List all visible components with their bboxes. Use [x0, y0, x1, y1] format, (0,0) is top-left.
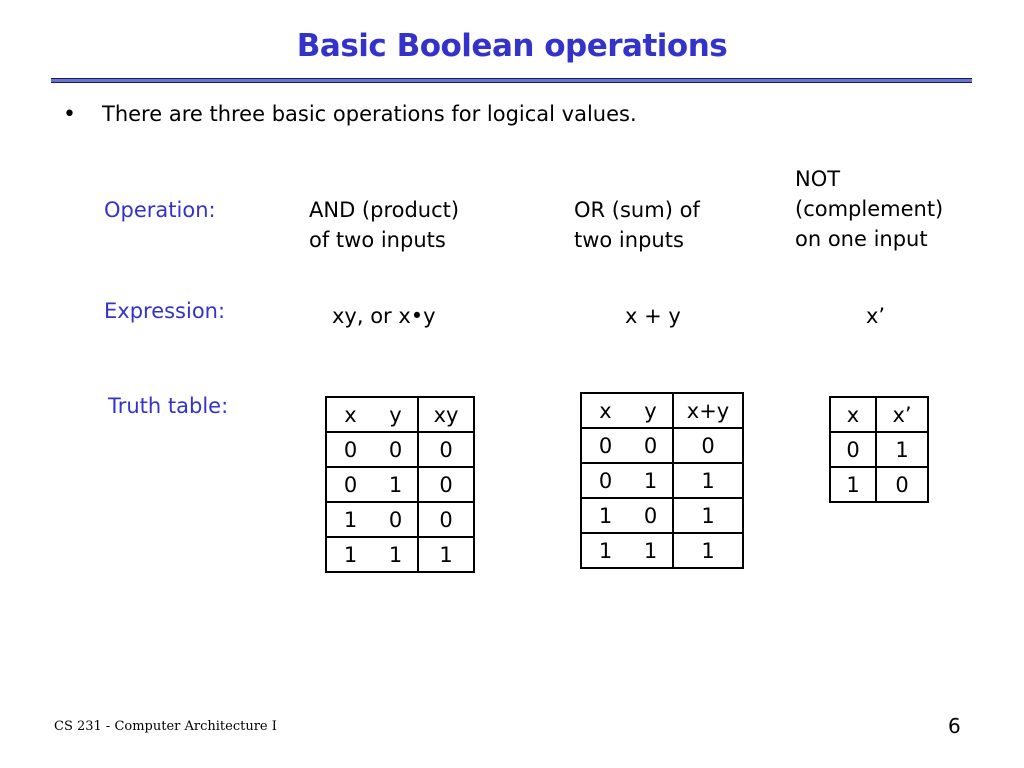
bullet-dot-icon: • — [63, 102, 76, 127]
table-header-cell: x — [830, 397, 876, 432]
bullet-text: There are three basic operations for logical values. — [102, 102, 637, 126]
table-cell: 0 — [830, 432, 876, 467]
table-cell: 1 — [418, 537, 474, 572]
table-header-cell: x’ — [892, 402, 912, 427]
table-row — [830, 467, 928, 502]
table-cell: 0 — [418, 467, 474, 502]
not-name-line-2: (complement) — [795, 197, 944, 221]
table-cell: 1 — [326, 537, 374, 572]
table-cell: 1 — [581, 498, 629, 533]
and-expression: xy, or x•y — [332, 304, 436, 328]
and-operation-name — [309, 195, 459, 255]
title-divider — [51, 78, 972, 83]
table-header-row — [830, 397, 928, 432]
table-cell: 0 — [418, 502, 474, 537]
table-row — [326, 432, 474, 467]
slide-title: Basic Boolean operations — [296, 28, 728, 64]
truth-table-label: Truth table: — [108, 394, 229, 418]
and-truth-table — [325, 396, 475, 573]
expression-label: Expression: — [104, 299, 226, 323]
footer-course: CS 231 - Computer Architecture I — [54, 719, 277, 734]
table-cell: 1 — [374, 467, 418, 502]
or-expression: x + y — [625, 304, 681, 328]
or-name-line-2: two inputs — [574, 228, 684, 252]
table-header-cell: y — [374, 397, 418, 432]
table-cell: 0 — [326, 467, 374, 502]
table-cell: 0 — [374, 432, 418, 467]
or-truth-table — [580, 392, 744, 569]
table-header-cell: x+y — [686, 398, 730, 423]
table-row — [326, 502, 474, 537]
table-cell: 1 — [374, 537, 418, 572]
table-header-row — [326, 397, 474, 432]
table-cell: 0 — [876, 467, 928, 502]
table-cell: 1 — [629, 463, 673, 498]
table-header-row — [581, 393, 743, 428]
table-row — [581, 498, 743, 533]
table-cell: 1 — [581, 533, 629, 568]
table-cell: 0 — [629, 428, 673, 463]
table-cell: 1 — [629, 533, 673, 568]
table-cell: 1 — [876, 432, 928, 467]
and-name-line-2: of two inputs — [309, 228, 446, 252]
not-operation-name — [795, 164, 943, 254]
table-cell: 1 — [673, 533, 743, 568]
table-header-cell: y — [629, 393, 673, 428]
table-cell: 1 — [830, 467, 876, 502]
table-cell: 0 — [581, 463, 629, 498]
not-name-line-3: on one input — [795, 227, 928, 251]
or-name-line-1: OR (sum) of — [574, 198, 700, 222]
table-cell: 0 — [326, 432, 374, 467]
or-operation-name — [574, 195, 700, 255]
table-cell: 0 — [374, 502, 418, 537]
table-row — [581, 533, 743, 568]
table-cell: 0 — [418, 432, 474, 467]
operation-label: Operation: — [104, 198, 216, 222]
table-cell: 0 — [581, 428, 629, 463]
table-cell: 1 — [673, 463, 743, 498]
page-number: 6 — [948, 714, 961, 738]
table-row — [581, 463, 743, 498]
not-expression: x’ — [866, 304, 886, 328]
not-truth-table — [829, 396, 929, 503]
table-cell: 1 — [673, 498, 743, 533]
table-row — [326, 537, 474, 572]
table-cell: 0 — [629, 498, 673, 533]
and-name-line-1: AND (product) — [309, 198, 460, 222]
table-header-cell: x — [599, 398, 612, 423]
table-header-cell: xy — [433, 402, 459, 427]
table-header-cell: x — [344, 402, 357, 427]
table-cell: 0 — [673, 428, 743, 463]
table-row — [830, 432, 928, 467]
not-name-line-1: NOT — [795, 167, 841, 191]
table-row — [581, 428, 743, 463]
table-row — [326, 467, 474, 502]
table-cell: 1 — [326, 502, 374, 537]
